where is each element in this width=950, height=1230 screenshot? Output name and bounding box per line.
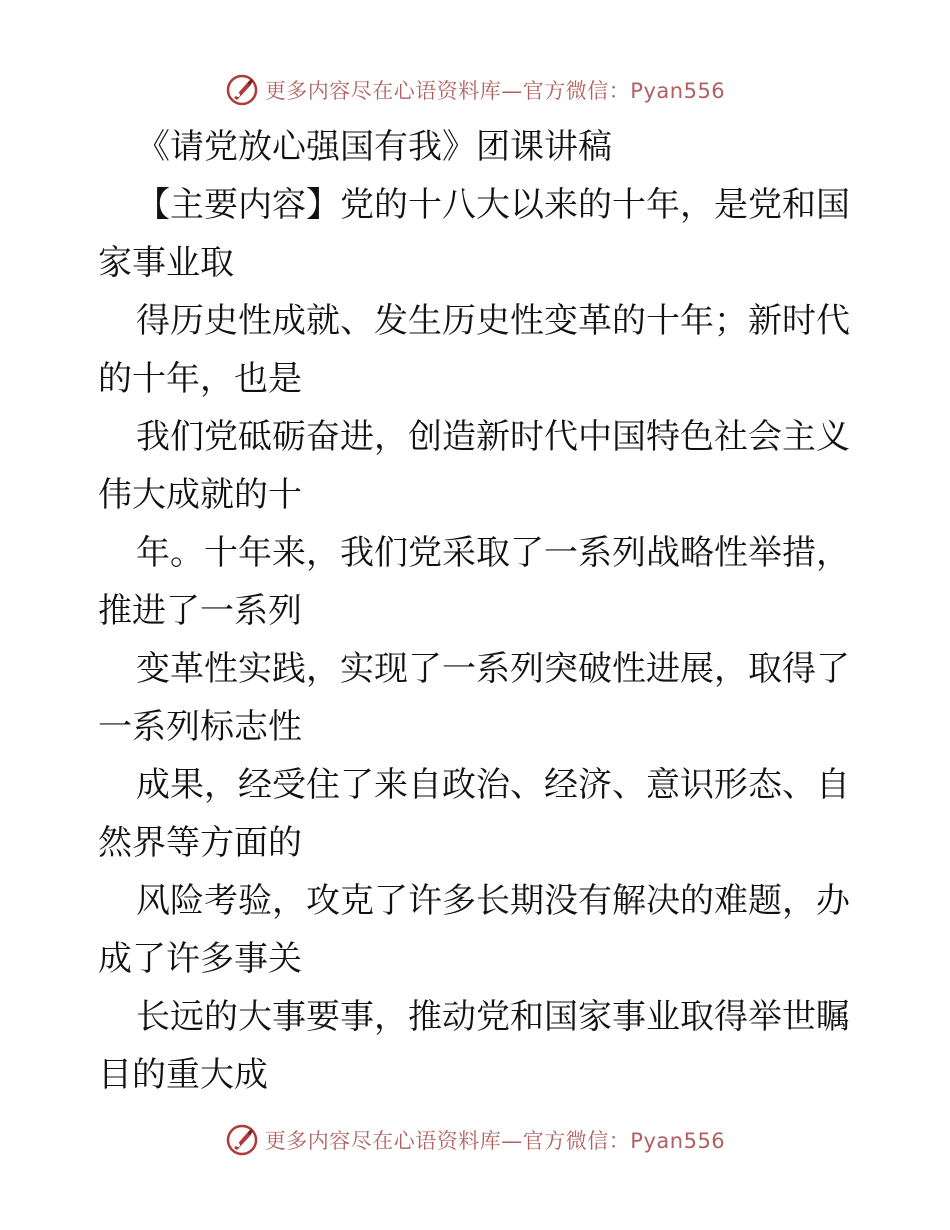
- pen-nib-seal-icon: [225, 1123, 259, 1157]
- paragraph-line: 的十年，也是: [98, 359, 302, 399]
- paragraph-line: 【主要内容】党的十八大以来的十年，是党和国: [136, 185, 850, 225]
- paragraph: [98, 640, 858, 756]
- paragraph-line: 成果，经受住了来自政治、经济、意识形态、自: [136, 765, 850, 805]
- paragraph: [98, 988, 858, 1104]
- paragraph-line: 家事业取: [98, 243, 234, 283]
- document-body: [98, 118, 858, 1104]
- paragraph: [98, 408, 858, 524]
- banner-text: 更多内容尽在心语资料库—官方微信：Pyan556: [264, 79, 726, 103]
- paragraph: [98, 756, 858, 872]
- paragraph: [98, 292, 858, 408]
- paragraph-line: 变革性实践，实现了一系列突破性进展，取得了: [136, 649, 850, 689]
- paragraph: [98, 176, 858, 292]
- document-title: 《请党放心强国有我》团课讲稿: [136, 127, 612, 167]
- paragraph-line: 得历史性成就、发生历史性变革的十年；新时代: [136, 301, 850, 341]
- paragraph-line: 然界等方面的: [98, 823, 302, 863]
- paragraph-line: 推进了一系列: [98, 591, 302, 631]
- paragraph: [98, 872, 858, 988]
- header-banner: [0, 70, 950, 110]
- paragraph: [98, 524, 858, 640]
- paragraph-line: 我们党砥砺奋进，创造新时代中国特色社会主义: [136, 417, 850, 457]
- paragraph-line: 成了许多事关: [98, 939, 302, 979]
- banner-text: 更多内容尽在心语资料库—官方微信：Pyan556: [264, 1129, 726, 1153]
- paragraph-line: 伟大成就的十: [98, 475, 302, 515]
- paragraph-line: 目的重大成: [98, 1055, 268, 1095]
- paragraph-line: 风险考验，攻克了许多长期没有解决的难题，办: [136, 881, 850, 921]
- paragraph-line: 一系列标志性: [98, 707, 302, 747]
- paragraph-line: 年。十年来，我们党采取了一系列战略性举措，: [136, 533, 850, 573]
- paragraph-line: 长远的大事要事，推动党和国家事业取得举世瞩: [136, 997, 850, 1037]
- pen-nib-seal-icon: [225, 73, 259, 107]
- footer-banner: [0, 1120, 950, 1160]
